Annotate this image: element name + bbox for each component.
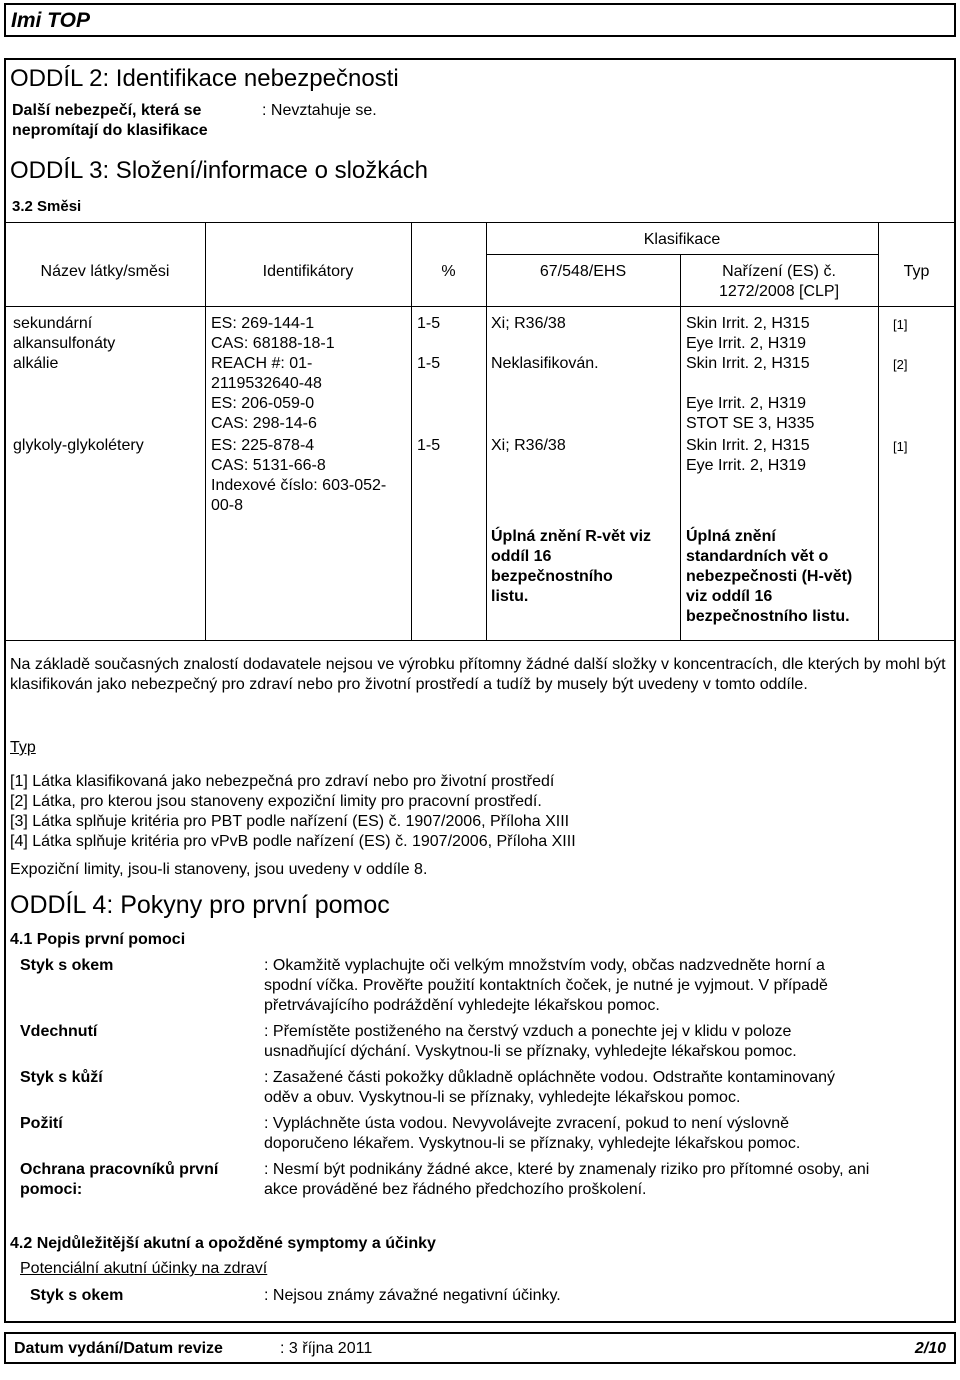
section2-title: ODDÍL 2: Identifikace nebezpečnosti xyxy=(10,65,399,92)
footer-box xyxy=(4,1332,956,1364)
composition-notice: Na základě současných znalostí dodavatele nejsou ve výrobku přítomny žádné další složky v koncentracích, dle kterých by mohl být klasifikován jako nebezpečný pro zdraví nebo pro životní prostředí a tudíž by musely být uvedeny v tomto oddíle. xyxy=(10,656,946,693)
row1-ids: ES: 269-144-1 CAS: 68188-18-1 xyxy=(211,315,335,352)
note-r-phrases: Úplná znění R-vět viz oddíl 16 bezpečnostního listu. xyxy=(491,528,652,605)
footer-date-label: Datum vydání/Datum revize xyxy=(14,1340,223,1357)
first-aid-eye-label: Styk s okem xyxy=(20,957,114,974)
header-box xyxy=(4,3,956,37)
header-classification: Klasifikace xyxy=(643,231,721,248)
row2-clp-b: Eye Irrit. 2, H319 STOT SE 3, H335 xyxy=(686,395,815,432)
row3-clp: Skin Irrit. 2, H315 Eye Irrit. 2, H319 xyxy=(686,437,810,474)
first-aid-responder-value: : Nesmí být podnikány žádné akce, které by znamenaly riziko pro přítomné osoby, ani akce prováděné bez řádného předchozího proškolení. xyxy=(264,1161,870,1198)
section4-sub41: 4.1 Popis první pomoci xyxy=(10,931,186,948)
first-aid-ingestion-label: Požití xyxy=(20,1115,63,1132)
type-list-item: [4] Látka splňuje kritéria pro vPvB podle nařízení (ES) č. 1907/2006, Příloha XIII xyxy=(10,833,576,850)
acute-effects-heading: Potenciální akutní účinky na zdraví xyxy=(20,1260,268,1277)
col-eec-header: 67/548/EHS xyxy=(539,263,627,280)
row1-name: sekundární alkansulfonáty xyxy=(13,315,116,352)
acute-eye-label: Styk s okem xyxy=(30,1287,124,1304)
col-pct-header: % xyxy=(441,263,456,280)
col-name-header: Název látky/směsi xyxy=(40,263,170,280)
col-type-header: Typ xyxy=(903,263,930,280)
first-aid-responder-label: Ochrana pracovníků první pomoci: xyxy=(20,1161,219,1198)
section4-title: ODDÍL 4: Pokyny pro první pomoc xyxy=(10,891,390,919)
first-aid-inhalation-label: Vdechnutí xyxy=(20,1023,98,1040)
row3-ids: ES: 225-878-4 CAS: 5131-66-8 Indexové číslo: 603-052- 00-8 xyxy=(211,437,387,514)
row2-eec: Neklasifikován. xyxy=(491,355,599,372)
type-list-item: [2] Látka, pro kterou jsou stanoveny expoziční limity pro pracovní prostředí. xyxy=(10,793,542,810)
type-list xyxy=(10,772,576,852)
type-heading: Typ xyxy=(10,739,36,756)
exposure-note: Expoziční limity, jsou-li stanoveny, jsou uvedeny v oddíle 8. xyxy=(10,861,428,878)
row2-clp-a: Skin Irrit. 2, H315 xyxy=(686,355,810,372)
row1-clp: Skin Irrit. 2, H315 Eye Irrit. 2, H319 xyxy=(686,315,810,352)
section3-subtitle: 3.2 Směsi xyxy=(12,198,82,215)
row2-name: alkálie xyxy=(13,355,59,372)
row3-name: glykoly-glykolétery xyxy=(13,437,144,454)
row3-eec: Xi; R36/38 xyxy=(491,437,566,454)
footer-date-value: : 3 října 2011 xyxy=(280,1340,373,1357)
row3-pct: 1-5 xyxy=(417,437,441,454)
acute-eye-value: : Nejsou známy závažné negativní účinky. xyxy=(264,1287,561,1304)
row1-pct: 1-5 xyxy=(417,315,441,332)
row1-type: [1] xyxy=(893,317,908,332)
first-aid-inhalation-value: : Přemístěte postiženého na čerstvý vzduch a ponechte jej v klidu v poloze usnadňující dýchání. Vyskytnou-li se příznaky, vyhledejte lékařskou pomoc. xyxy=(264,1023,797,1060)
section4-sub42: 4.2 Nejdůležitější akutní a opožděné symptomy a účinky xyxy=(10,1235,436,1252)
type-list-item: [3] Látka splňuje kritéria pro PBT podle nařízení (ES) č. 1907/2006, Příloha XIII xyxy=(10,813,570,830)
footer-page-number: 2/10 xyxy=(914,1340,946,1357)
type-list-item: [1] Látka klasifikovaná jako nebezpečná pro zdraví nebo pro životní prostředí xyxy=(10,773,555,790)
first-aid-eye-value: : Okamžitě vyplachujte oči velkým množstvím vody, občas nadzvedněte horní a spodní víčka. Prověřte použití kontaktních čoček, je nutné je vyjmout. V případě přetrvávajícího podráždění vyhledejte lékařskou pomoc. xyxy=(264,957,828,1014)
row1-eec: Xi; R36/38 xyxy=(491,315,566,332)
other-hazards-value: : Nevztahuje se. xyxy=(262,102,377,119)
row3-type: [1] xyxy=(893,439,908,454)
col-ids-header: Identifikátory xyxy=(262,263,354,280)
row2-pct: 1-5 xyxy=(417,355,441,372)
first-aid-skin-value: : Zasažené části pokožky důkladně opláchněte vodou. Odstraňte kontaminovaný oděv a obuv. Vyskytnou-li se příznaky, vyhledejte lékařskou pomoc. xyxy=(264,1069,836,1106)
row2-type: [2] xyxy=(893,357,908,372)
col-clp-header: Nařízení (ES) č. 1272/2008 [CLP] xyxy=(718,263,840,300)
product-name: Imi TOP xyxy=(11,9,90,32)
note-h-phrases: Úplná znění standardních vět o nebezpečnosti (H-vět) viz oddíl 16 bezpečnostního listu. xyxy=(686,528,853,625)
row2-ids: REACH #: 01- 2119532640-48 ES: 206-059-0 CAS: 298-14-6 xyxy=(211,355,322,432)
first-aid-skin-label: Styk s kůží xyxy=(20,1069,103,1086)
other-hazards-label: Další nebezpečí, která se nepromítají do klasifikace xyxy=(12,102,208,139)
first-aid-ingestion-value: : Vypláchněte ústa vodou. Nevyvolávejte zvracení, pokud to není výslovně doporučeno lékařem. Vyskytnou-li se příznaky, vyhledejte lékařskou pomoc. xyxy=(264,1115,801,1152)
section3-title: ODDÍL 3: Složení/informace o složkách xyxy=(10,157,428,184)
